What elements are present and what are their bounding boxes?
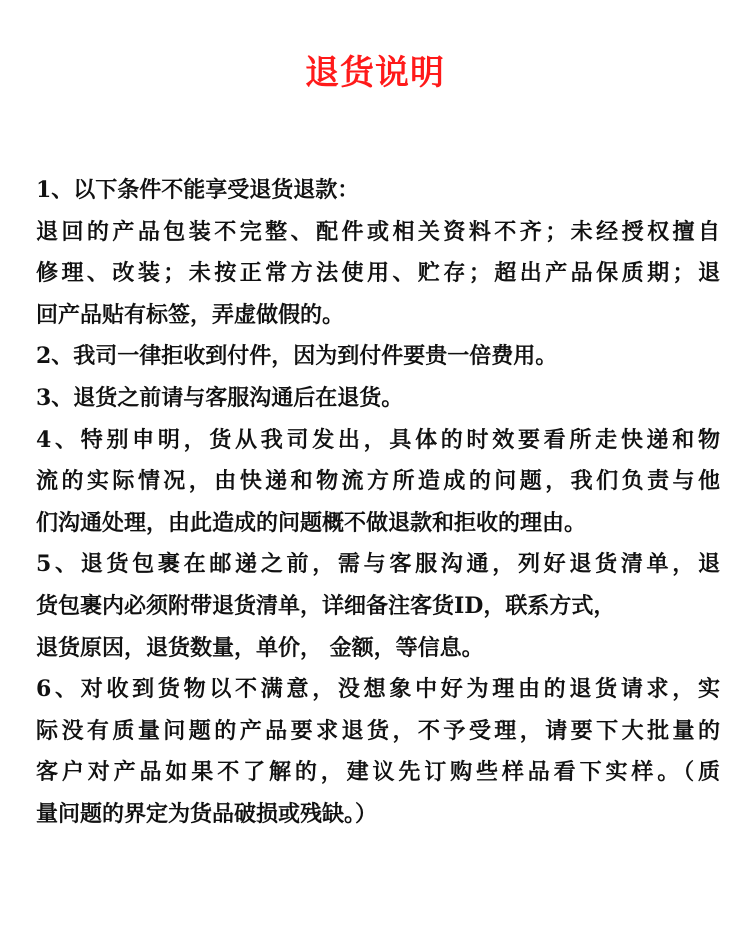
policy-line: 退货原因，退货数量，单价， 金额，等信息。 (36, 634, 484, 661)
policy-line: 流的实际情况，由快递和物流方所造成的问题，我们负责与他 (36, 468, 720, 495)
page-title: 退货说明 (305, 53, 445, 93)
policy-line: 5、退货包裹在邮递之前，需与客服沟通，列好退货清单，退 (36, 551, 720, 578)
policy-line: 修理、改装；未按正常方法使用、贮存；超出产品保质期；退 (36, 260, 720, 287)
policy-line: 货包裹内必须附带退货清单，详细备注客货ID，联系方式， (36, 592, 616, 619)
policy-line: 1、以下条件不能享受退货退款： (36, 177, 360, 203)
policy-line: 4、特别申明，货从我司发出，具体的时效要看所走快递和物 (36, 426, 720, 453)
policy-line: 退回的产品包装不完整、配件或相关资料不齐；未经授权擅自 (36, 218, 720, 245)
policy-line: 6、对收到货物以不满意，没想象中好为理由的退货请求，实 (36, 676, 720, 703)
policy-line: 客户对产品如果不了解的，建议先订购些样品看下实样。（质 (36, 759, 720, 786)
policy-line: 际没有质量问题的产品要求退货，不予受理，请要下大批量的 (36, 717, 720, 744)
return-policy-text (36, 170, 720, 836)
policy-line: 3、退货之前请与客服沟通后在退货。 (36, 384, 404, 411)
policy-line: 2、我司一律拒收到付件，因为到付件要贵一倍费用。 (36, 343, 558, 370)
policy-line: 量问题的界定为货品破损或残缺。） (36, 800, 378, 827)
policy-line: 们沟通处理，由此造成的问题概不做退款和拒收的理由。 (36, 509, 587, 536)
policy-line: 回产品贴有标签，弄虚做假的。 (36, 301, 345, 328)
